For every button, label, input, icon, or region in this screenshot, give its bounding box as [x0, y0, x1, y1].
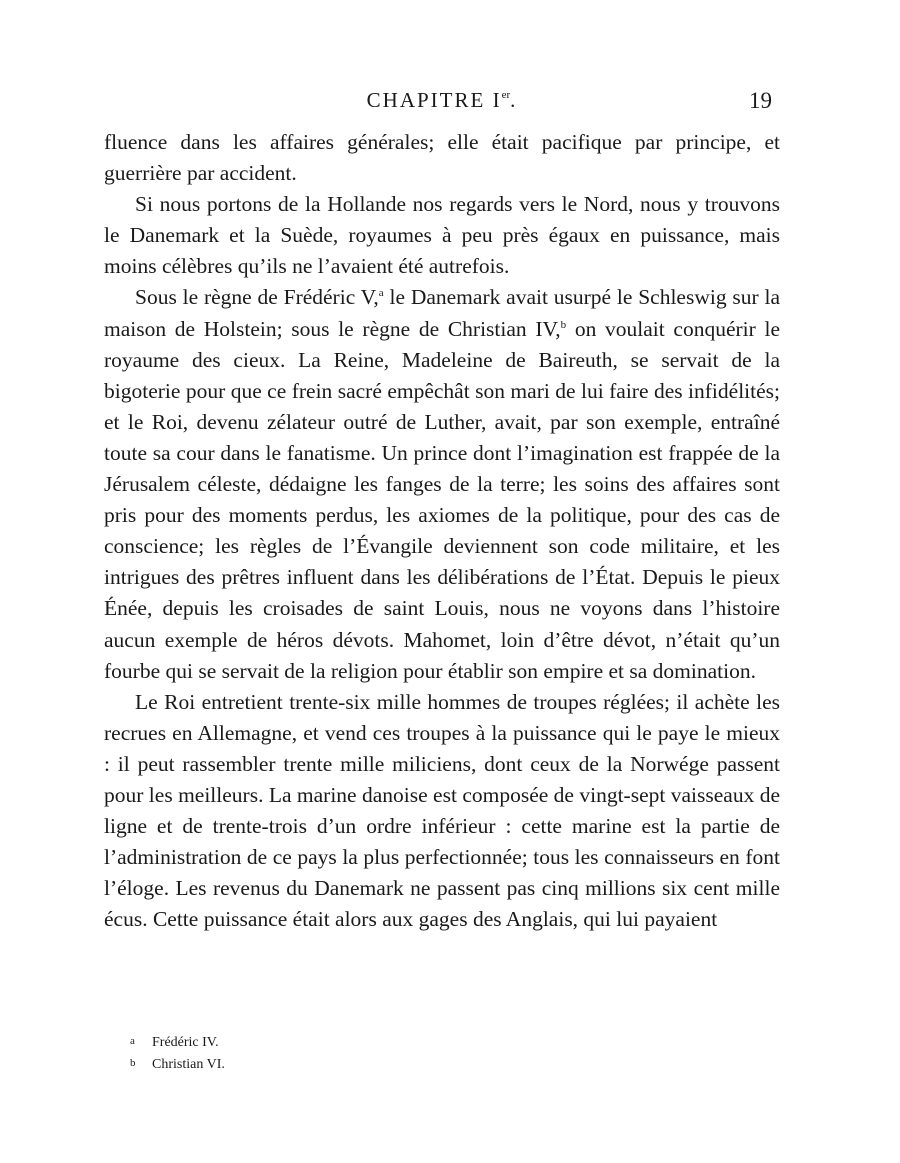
paragraph-text: fluence dans les affaires générales; elle était pacifique par principe, et guerrière par accident. — [104, 130, 780, 186]
footnote-ref-a: a — [378, 287, 384, 300]
footnote-mark: b — [130, 1057, 136, 1069]
running-head-period: . — [510, 88, 518, 112]
running-head-superscript: er — [501, 89, 511, 101]
footnote-b — [130, 1053, 225, 1075]
paragraph — [104, 282, 780, 686]
running-head — [104, 88, 780, 113]
footnote-text: Christian VI. — [152, 1057, 225, 1072]
footnote-mark: a — [130, 1035, 135, 1047]
running-head-text: CHAPITRE I — [366, 88, 502, 112]
paragraph-text: Si nous portons de la Hollande nos regards vers le Nord, nous y trouvons le Danemark et la Suède, royaumes à peu près égaux en puissance, mais moins célèbres qu’ils ne l’avaient été autrefois. — [104, 192, 780, 279]
paragraph-text: Sous le règne de Frédéric V, — [135, 285, 379, 310]
paragraph — [104, 687, 780, 936]
footnote-ref-b: b — [560, 318, 567, 331]
paragraph-text: le Danemark avait usurpé le Schleswig sur la maison de Holstein; sous le règne de Christian IV, — [104, 285, 780, 341]
footnotes — [130, 1031, 225, 1075]
paragraph-text: Le Roi entretient trente-six mille hommes de troupes réglées; il achète les recrues en Allemagne, et vend ces troupes à la puissance qui le paye le mieux : il peut rassembler trente mille miliciens, dont ceux de la Norwége passent pour les meilleurs. La marine danoise est composée de vingt-sept vaisseaux de ligne et de trente-trois d’un ordre inférieur : cette marine est la partie de l’administration de ce pays la plus perfectionnée; tous les connaisseurs en font l’éloge. Les revenus du Danemark ne passent pas cinq millions six cent mille écus. Cette puissance était alors aux gages des Anglais, qui lui payaient — [104, 689, 780, 932]
body-text — [104, 127, 780, 935]
paragraph — [104, 189, 780, 282]
footnote-text: Frédéric IV. — [152, 1035, 219, 1050]
paragraph — [104, 127, 780, 189]
page-number: 19 — [749, 88, 772, 113]
paragraph-text: on voulait conquérir le royaume des cieux. La Reine, Madeleine de Baireuth, se servait de la bigoterie pour que ce frein sacré empêchât son mari de lui faire des infidélités; et le Roi, devenu zélateur outré de Luther, avait, par son exemple, entraîné toute sa cour dans le fanatisme. Un prince dont l’imagination est frappée de la Jérusalem céleste, dédaigne les fanges de la terre; les soins des affaires sont pris pour des moments perdus, les axiomes de la politique, pour des cas de conscience; les règles de l’Évangile deviennent son code militaire, et les intrigues des prêtres influent dans les délibérations de l’État. Depuis le pieux Énée, depuis les croisades de saint Louis, nous ne voyons dans l’histoire aucun exemple de héros dévots. Mahomet, loin d’être dévot, n’était qu’un fourbe qui se servait de la religion pour établir son empire et sa domination. — [104, 316, 780, 683]
footnote-a — [130, 1031, 225, 1053]
page-header — [104, 88, 780, 120]
